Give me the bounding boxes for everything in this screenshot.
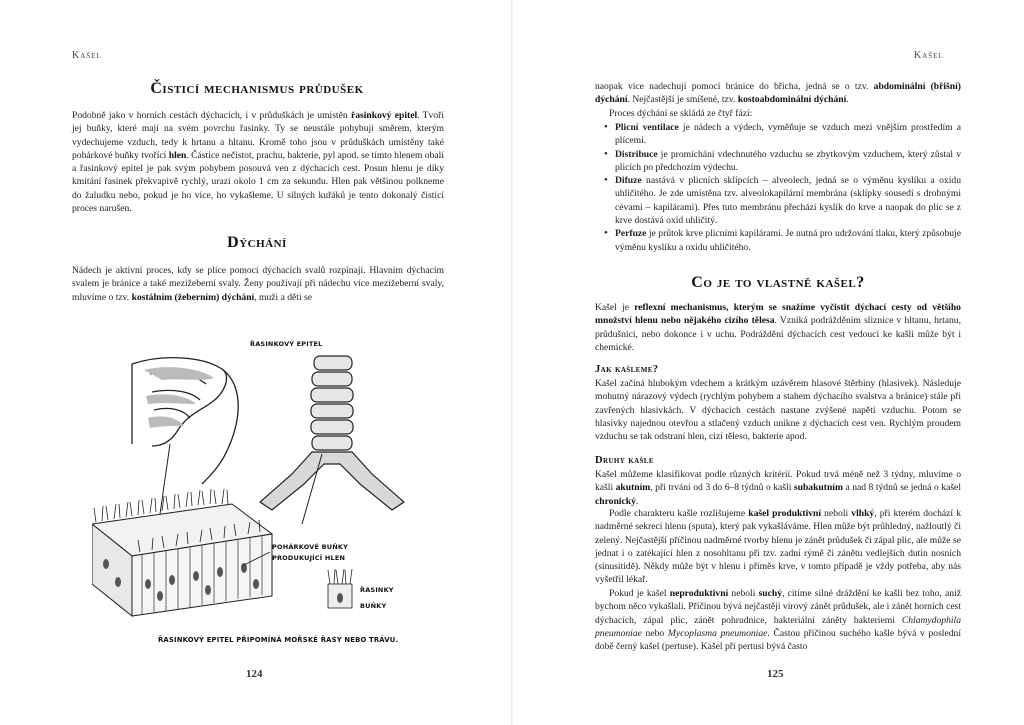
subheading-druhy-kasle: Druhy kašle xyxy=(595,455,654,466)
trachea-drawing xyxy=(260,356,404,510)
right-page xyxy=(512,0,1024,725)
running-head-left: Kašel xyxy=(72,50,102,61)
page-number-left: 124 xyxy=(246,668,263,680)
list-item: • Plicní ventilace je nádech a výdech, vyměňuje se vzduch mezi vnějším prostředím a plícemi. xyxy=(615,121,961,148)
list-item: • Perfuze je průtok krve plicními kapilárami. Je nutná pro udržování tlaku, který způsobuje výměnu kyslíku a oxidu uhličitého. xyxy=(615,227,961,254)
paragraph-neproduktivni: Pokud je kašel neproduktivní neboli suchý, cítíme silné dráždění ke kašli bez toho, aniž bychom něco vykašlali. Příčinou bývá nejčastěji virový zánět průdušek, ale i zánět horních cest dýchacích, zápal plic, zánět pohrudnice, bakteriální záněty bakteriemi Chlamydophila pneumoniae nebo Mycoplasma pneumoniae. Častou příčinou suchého kašle bývá v poslední době černý kašel (pertuse). Kašel při pertusi bývá často xyxy=(595,588,961,653)
running-head-right: Kašel xyxy=(914,50,944,61)
paragraph-definice-kasle: Kašel je reflexní mechanismus, kterým se snažíme vyčistit dýchací cesty od většího množství hlenu nebo nějakého cizího tělesa. Vzniká podrážděním sliznice v hltanu, hrtanu, průdušnici, nebo dokonce i v uchu. Podráždění dýchacích cest vedoucí ke kašli může být i chemické. xyxy=(595,302,961,353)
paragraph-dychani-continued: naopak více nadechují pomocí bránice do břicha, jedná se o tzv. abdominální (břišní) dýchání. Nejčastější je smíšené, tzv. kostoabdominální dýchání. xyxy=(595,81,961,106)
subheading-jak-kasleme: Jak kašleme? xyxy=(595,364,659,375)
heading-cisticí-mechanismus: Čisticí mechanismus průdušek xyxy=(150,80,364,97)
list-item: • Difuze nastává v plicních sklípcích – alveolech, jedná se o výměnu kyslíku a oxidu uhličitého. Je zde umístěna tzv. alveolokapilární membrána (sklípky sousedí s drobnými cévami – kapilárami). Přes tuto membránu přechází kyslík do krve a naopak do plic se z krve dostává oxid uhličitý. xyxy=(615,174,961,227)
heading-co-je-kasel: Co je to vlastně kašel? xyxy=(691,274,865,291)
paragraph-druhy-kasle: Kašel můžeme klasifikovat podle různých kritérií. Pokud trvá méně než 3 týdny, mluvíme o kašli akutním, při trvání od 3 do 6–8 týdnů o kašli subakutním a nad 8 týdnů se jedná o kašel chronický. xyxy=(595,469,961,507)
respiratory-illustration xyxy=(92,334,452,644)
paragraph-nadech: Nádech je aktivní proces, kdy se plíce pomocí dýchacích svalů rozpínají. Hlavním dýchacím svalem je bránice a také mezižeberní svaly. Ženy používají při nádechu více mezižeberní svaly, mluvíme o tzv. kostálním (žeberním) dýchání, muži a děti se xyxy=(72,265,444,303)
phases-list xyxy=(597,121,961,254)
paragraph-produktivni: Podle charakteru kašle rozlišujeme kašel produktivní neboli vlhký, při kterém dochází k nadměrné sekreci hlenu (sputa), který pak vykašláváme. Hlen může být průhledný, nažloutlý či zelený. Nejčastější příčinou nadměrné tvorby hlenu je zánět průdušek či zápal plic, ale může se jednat i o zatékající hlen z nosohltanu při tzv. zadní rýmě či zánětu vedlejších dutin nosních (sinusitidě). Někdy může být v hlenu i příměs krve, v tomto případě je vždy potřeba, aby nás vyšetřil lékař. xyxy=(595,508,961,586)
paragraph-rasinkovy-epitel: Podobně jako v horních cestách dýchacích, i v průduškách je umístěn řasinkový epitel. Tvoří jej buňky, které mají na svém povrchu řasinky. Ty se neustále pohybují směrem, kterým vydechujeme vzduch, tedy k hrtanu a hltanu. Kromě toho jsou v průduškách umístěny také pohárkové buňky tvořící hlen. Částice nečistot, prachu, bakterie, pyl apod. se tímto hlenem obalí a řasinkový epitel je pak svým pohybem posouvá ven z dýchacích cest. Posun hlenu je díky kmitání řasinek překvapivě rychlý, urazí okolo 1 cm za sekundu. Hlen pak většinou polkneme do žaludku nebo, pokud je ho více, ho vykašleme. U silných kuřáků je tento dokonalý čisticí proces narušen. xyxy=(72,110,444,215)
leader-line-nose xyxy=(160,444,170,514)
cilia-inset-drawing xyxy=(328,569,352,608)
heading-dychani: Dýchání xyxy=(227,234,287,251)
label-rasinkovy-epitel: ŘASINKOVÝ EPITEL xyxy=(250,340,323,348)
label-rasinky: ŘASINKY xyxy=(360,586,394,594)
figure-caption: ŘASINKOVÝ EPITEL PŘIPOMÍNÁ MOŘSKÉ ŘASY NEBO TRÁVU. xyxy=(158,636,399,644)
phases-intro: Proces dýchání se skládá ze čtyř fází: xyxy=(609,108,753,119)
paragraph-jak-kasleme: Kašel začíná hlubokým vdechem a krátkým uzávěrem hlasové štěrbiny (hlasivek). Následuje mohutný nárazový výdech (rychlým pohybem a stahem dýchacího svalstva a bránice) stále při zavřených hlasivkách. V dýchacích cestách nastane zvýšené napětí vzduchu. Potom se hlasivky najednou otevřou a stlačený vzduch unikne z dýchacích cest ven. Rychlým proudem vzduchu se tak odstraní hlen, cizí těleso, bakterie apod. xyxy=(595,378,961,443)
page-number-right: 125 xyxy=(767,668,784,680)
label-poharkove-bunky: POHÁRKOVÉ BUŇKY xyxy=(272,543,349,551)
epithelium-drawing xyxy=(92,489,272,616)
list-item: • Distribuce je promíchání vdechnutého vzduchu se zbytkovým vzduchem, který zůstal v plicích po předchozím výdechu. xyxy=(615,148,961,175)
label-bunky: BUŇKY xyxy=(360,602,387,610)
label-produkujici-hlen: PRODUKUJÍCÍ HLEN xyxy=(272,554,346,562)
